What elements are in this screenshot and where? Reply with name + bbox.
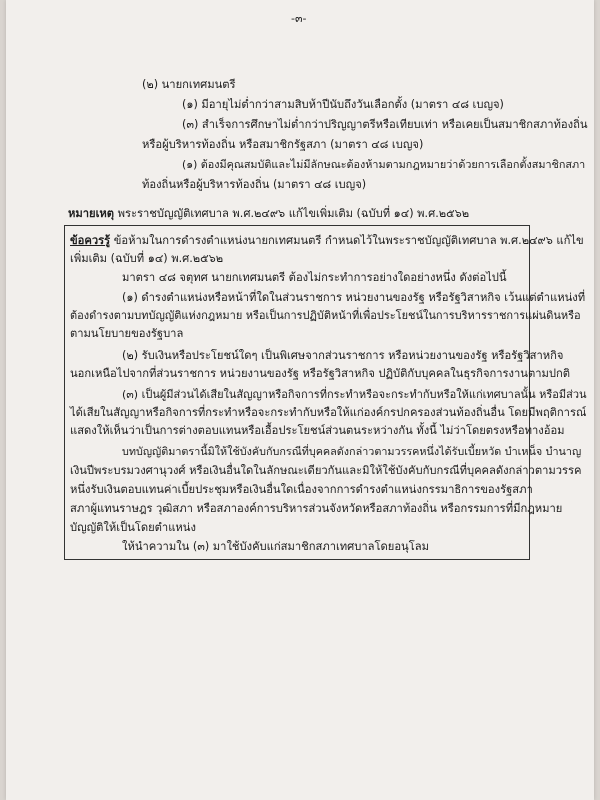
remark-text: พระราชบัญญัติเทศบาล พ.ศ.๒๔๙๖ แก้ไขเพิ่มเติม (ฉบับที่ ๑๔) พ.ศ.๒๕๖๒ [117,207,470,220]
info-box-line: ได้เสียในสัญญาหรือกิจการที่กระทำหรือจะกระทำกับหรือให้แก่องค์กรปกครองส่วนท้องถิ่นอื่น โดยมีพฤติการณ์ [70,406,587,419]
info-box-line: หนึ่งรับเงินตอบแทนค่าเบี้ยประชุมหรือเงินอื่นใดเนื่องจากการดำรงตำแหน่งกรรมาธิการของรัฐสภา [70,483,533,496]
qualification-item: (๑) มีอายุไม่ต่ำกว่าสามสิบห้าปีนับถึงวันเลือกตั้ง (มาตรา ๔๘ เบญจ) [182,98,504,111]
info-box-line: เงินปีพระบรมวงศานุวงศ์ หรือเงินอื่นใดในลักษณะเดียวกันและมิให้ใช้บังคับกับกรณีที่บุคคลดังกล่าวตามวรรค [70,464,582,477]
info-box-line: (๑) ดำรงตำแหน่งหรือหน้าที่ใดในส่วนราชการ หน่วยงานของรัฐ หรือรัฐวิสาหกิจ เว้นแต่ตำแหน่งที่ [122,291,586,304]
info-box-line: แสดงให้เห็นว่าเป็นการต่างตอบแทนหรือเอื้อประโยชน์ส่วนตนระหว่างกัน ทั้งนี้ ไม่ว่าโดยตรงหรือทางอ้อม [70,424,565,437]
remark-label: หมายเหตุ [68,207,115,220]
info-box-line: ต้องดำรงตามบทบัญญัติแห่งกฎหมาย หรือเป็นการปฏิบัติหน้าที่เพื่อประโยชน์ในการบริหารราชการแผ่นดินหรือ [70,309,581,322]
info-box-line: ให้นำความใน (๓) มาใช้บังคับแก่สมาชิกสภาเทศบาลโดยอนุโลม [122,540,429,553]
info-box-line: (๓) เป็นผู้มีส่วนได้เสียในสัญญาหรือกิจการที่กระทำหรือจะกระทำกับหรือให้แก่เทศบาลนั้น หรือมีส่วน [122,388,587,401]
qualification-item-continued: ท้องถิ่นหรือผู้บริหารท้องถิ่น (มาตรา ๔๘ เบญจ) [142,178,367,191]
qualification-item: (๑) ต้องมีคุณสมบัติและไม่มีลักษณะต้องห้ามตามกฎหมายว่าด้วยการเลือกตั้งสมาชิกสภา [182,158,586,171]
info-box-intro [70,234,584,248]
document-page [6,0,594,800]
section-heading: (๒) นายกเทศมนตรี [142,78,236,91]
info-box-intro-text: ข้อห้ามในการดำรงตำแหน่งนายกเทศมนตรี กำหนดไว้ในพระราชบัญญัติเทศบาล พ.ศ.๒๔๙๖ แก้ไข [113,234,584,247]
info-box-line: นอกเหนือไปจากที่ส่วนราชการ หน่วยงานของรัฐ หรือรัฐวิสาหกิจ ปฏิบัติกับบุคคลในธุรกิจการงานตามปกติ [70,367,571,380]
remark-line [68,207,469,221]
info-box-line: (๒) รับเงินหรือประโยชน์ใดๆ เป็นพิเศษจากส่วนราชการ หรือหน่วยงานของรัฐ หรือรัฐวิสาหกิจ [122,349,564,362]
info-box-line: บทบัญญัติมาตรานี้มิให้ใช้บังคับกับกรณีที่บุคคลดังกล่าวตามวรรคหนึ่งได้รับเบี้ยหวัด บำเหน็จ บำนาญ [122,445,582,458]
qualification-item: (๓) สำเร็จการศึกษาไม่ต่ำกว่าปริญญาตรีหรือเทียบเท่า หรือเคยเป็นสมาชิกสภาท้องถิ่น [182,118,588,131]
page-number: -๓- [291,12,307,25]
info-box-intro-continued: เพิ่มเติม (ฉบับที่ ๑๔) พ.ศ.๒๕๖๒ [70,252,224,265]
info-box-line: มาตรา ๔๘ จตุทศ นายกเทศมนตรี ต้องไม่กระทำการอย่างใดอย่างหนึ่ง ดังต่อไปนี้ [122,271,507,284]
info-box-line: ตามนโยบายของรัฐบาล [70,327,184,340]
info-box-label: ข้อควรรู้ [70,234,111,247]
qualification-item-continued: หรือผู้บริหารท้องถิ่น หรือสมาชิกรัฐสภา (มาตรา ๔๘ เบญจ) [142,138,424,151]
info-box-line: บัญญัติให้เป็นโดยตำแหน่ง [70,521,196,534]
info-box-line: สภาผู้แทนราษฎร วุฒิสภา หรือสภาองค์การบริหารส่วนจังหวัดหรือสภาท้องถิ่น หรือกรรมการที่มีกฎหมาย [70,502,563,515]
